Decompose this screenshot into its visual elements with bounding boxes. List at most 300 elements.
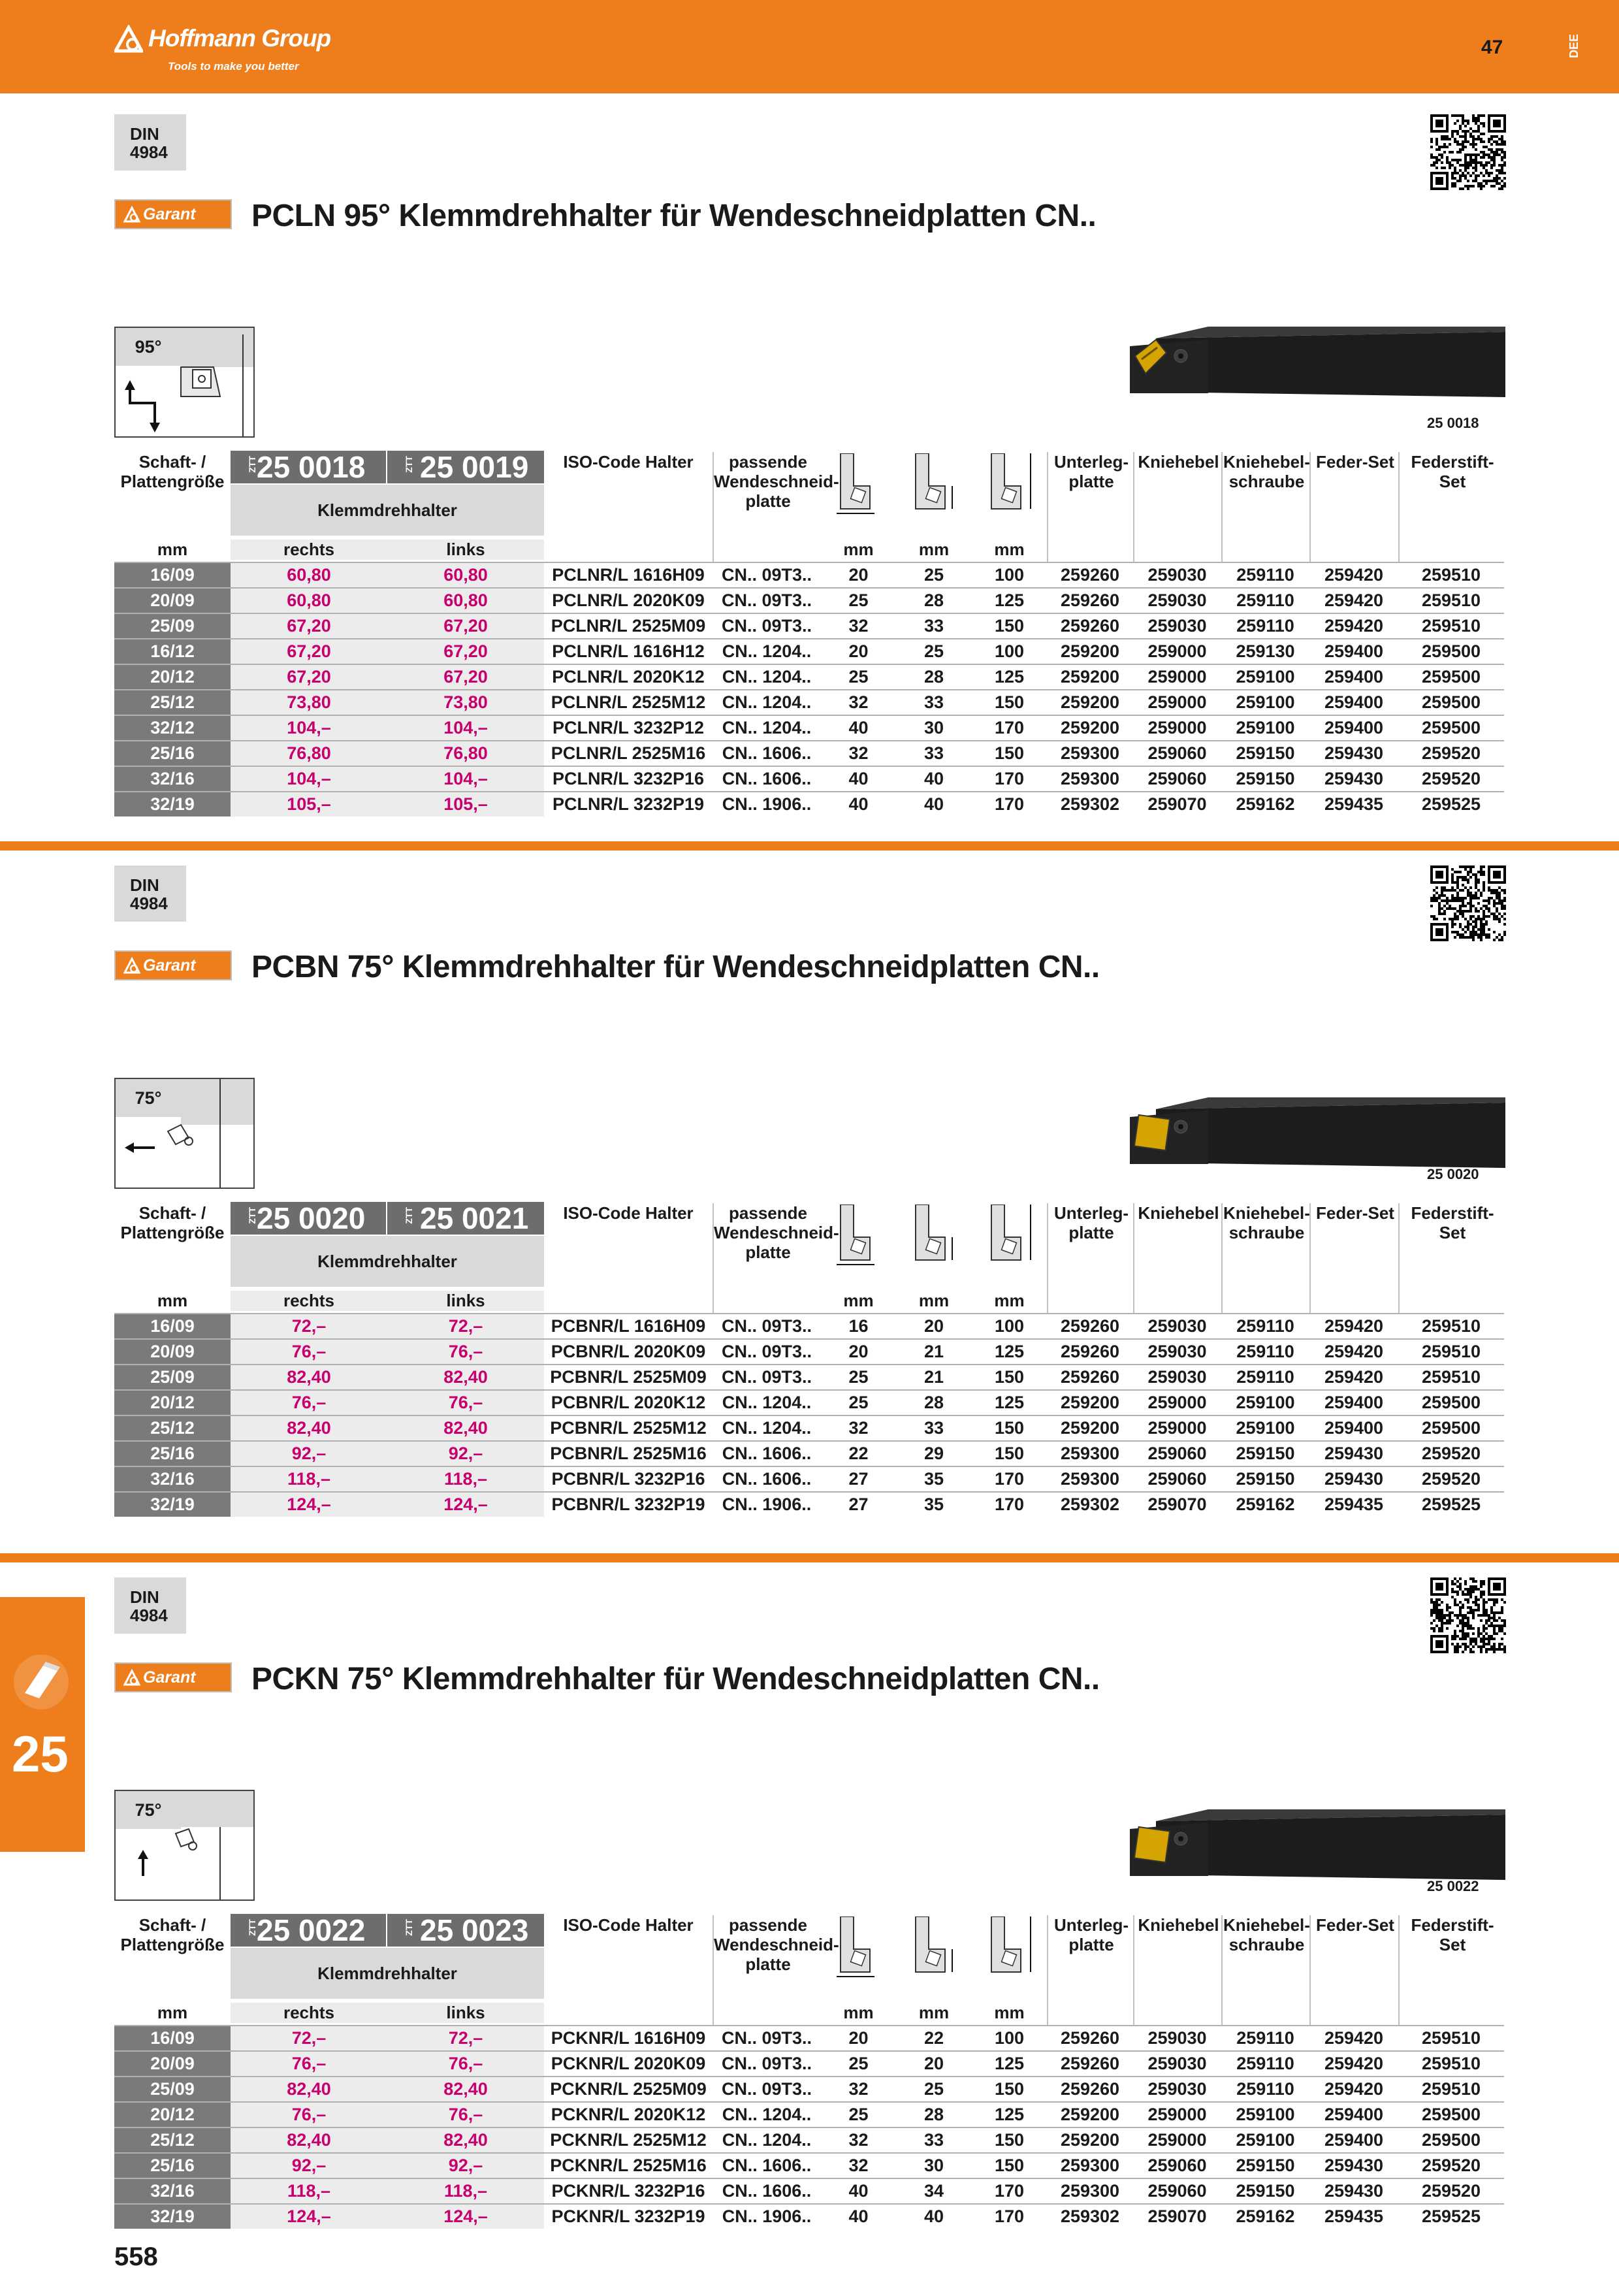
- pin-set-number: 259520: [1421, 2181, 1481, 2201]
- screw-number: 259150: [1236, 1469, 1295, 1489]
- table-row[interactable]: [114, 1415, 1504, 1440]
- holder-label-bar: [231, 1948, 544, 1999]
- qr-code[interactable]: [1430, 1577, 1506, 1653]
- qr-code[interactable]: [1430, 865, 1506, 941]
- table-row[interactable]: [114, 791, 1504, 817]
- shank-size: 20/12: [114, 2103, 231, 2127]
- screw-number: 259100: [1236, 2130, 1295, 2150]
- article-right-number: 25 0022: [257, 1913, 366, 1947]
- dim-1: 40: [848, 794, 869, 814]
- shim-number: 259302: [1060, 1495, 1120, 1514]
- spring-set-number: 259420: [1324, 565, 1384, 585]
- price-right: 76,–: [231, 2103, 387, 2127]
- article-left-number: 25 0019: [420, 450, 529, 484]
- col-holder-label: Klemmdrehhalter: [317, 1964, 457, 1983]
- unit-row: [114, 537, 1504, 562]
- lever-number: 259030: [1147, 1316, 1207, 1336]
- pin-set-number: 259525: [1421, 794, 1481, 814]
- col-article-left: [387, 451, 544, 483]
- lever-number: 259060: [1147, 2181, 1207, 2201]
- spring-set-number: 259430: [1324, 1469, 1384, 1489]
- unit-mm: mm: [843, 1291, 874, 1310]
- screw-number: 259110: [1236, 590, 1294, 610]
- insert-code: CN.. 09T3..: [721, 2054, 812, 2073]
- lever-number: 259070: [1147, 794, 1207, 814]
- price-left: 82,40: [387, 2077, 544, 2101]
- dim-1: 40: [848, 718, 869, 737]
- iso-code: PCKNR/L 2525M09: [550, 2079, 707, 2099]
- table-row[interactable]: [114, 2076, 1504, 2101]
- shim-number: 259260: [1060, 2028, 1120, 2048]
- price-left: 67,20: [387, 665, 544, 689]
- spring-set-number: 259430: [1324, 1444, 1384, 1463]
- col-lever-label: Kniehebel: [1133, 1203, 1223, 1314]
- tool-number: 25 0018: [1427, 415, 1479, 431]
- dim-1: 22: [848, 1444, 869, 1463]
- pin-set-number: 259520: [1421, 1444, 1481, 1463]
- dimension-3-icon: [985, 453, 1037, 528]
- shank-size: 20/09: [114, 1340, 231, 1364]
- iso-code: PCBNR/L 2525M16: [550, 1444, 707, 1463]
- dim-1: 32: [848, 2130, 869, 2150]
- unit-right: rechts: [231, 540, 387, 560]
- shim-number: 259200: [1060, 2105, 1120, 2124]
- price-right: 67,20: [231, 665, 387, 689]
- lever-number: 259070: [1147, 1495, 1207, 1514]
- dim-2: 25: [923, 2079, 944, 2099]
- qr-code[interactable]: [1430, 114, 1506, 190]
- dim-3: 170: [994, 794, 1025, 814]
- dim-3: 170: [994, 2181, 1025, 2201]
- spring-set-number: 259435: [1324, 794, 1384, 814]
- price-left: 67,20: [387, 614, 544, 638]
- dim-3: 170: [994, 1469, 1025, 1489]
- pin-set-number: 259510: [1421, 565, 1481, 585]
- unit-left: links: [387, 1291, 544, 1311]
- table-row[interactable]: [114, 715, 1504, 740]
- price-right: 82,40: [231, 1365, 387, 1389]
- pin-set-number: 259500: [1421, 692, 1481, 712]
- price-left: 76,–: [387, 2103, 544, 2127]
- price-left: 124,–: [387, 1493, 544, 1517]
- dim-3: 100: [994, 1316, 1025, 1336]
- dim-3: 150: [994, 1418, 1025, 1438]
- lever-number: 259000: [1147, 641, 1207, 661]
- lever-number: 259060: [1147, 1444, 1207, 1463]
- shank-size: 32/19: [114, 1493, 231, 1517]
- unit-right: rechts: [231, 2003, 387, 2023]
- table-row[interactable]: [114, 562, 1504, 587]
- screw-number: 259150: [1236, 769, 1295, 788]
- insert-code: CN.. 09T3..: [721, 590, 812, 610]
- shim-number: 259300: [1060, 743, 1120, 763]
- dim-2: 40: [923, 2207, 944, 2226]
- table-row[interactable]: [114, 689, 1504, 715]
- table-row[interactable]: [114, 1389, 1504, 1415]
- spring-set-number: 259420: [1324, 1367, 1384, 1387]
- price-left: 105,–: [387, 792, 544, 817]
- insert-code: CN.. 1606..: [722, 769, 812, 788]
- dim-1: 32: [848, 2156, 869, 2175]
- section-divider: [0, 1553, 1619, 1562]
- table-row[interactable]: [114, 1491, 1504, 1517]
- angle-diagram: [114, 1790, 255, 1901]
- iso-code: PCLNR/L 1616H09: [552, 565, 705, 585]
- din-number: 4984: [130, 894, 168, 913]
- dimension-3-icon: [985, 1205, 1037, 1280]
- shim-number: 259300: [1060, 769, 1120, 788]
- dim-3: 150: [994, 692, 1025, 712]
- shank-size: 25/12: [114, 1416, 231, 1440]
- col-article-left: [387, 1202, 544, 1235]
- shank-size: 32/12: [114, 716, 231, 740]
- price-right: 73,80: [231, 690, 387, 715]
- turning-insert-icon: [12, 1653, 71, 1711]
- article-left-number: 25 0021: [420, 1201, 529, 1235]
- insert-code: CN.. 09T3..: [721, 2079, 812, 2099]
- dim-3: 125: [994, 667, 1025, 687]
- price-left: 73,80: [387, 690, 544, 715]
- section-title: PCKN 75° Klemmdrehhalter für Wendeschneidplatten CN..: [251, 1662, 1100, 1696]
- hoffmann-logo[interactable]: [114, 20, 389, 78]
- screw-number: 259110: [1236, 2054, 1294, 2073]
- dim-3: 150: [994, 1367, 1025, 1387]
- unit-left: links: [387, 2003, 544, 2023]
- section-title: PCLN 95° Klemmdrehhalter für Wendeschneidplatten CN..: [251, 199, 1097, 233]
- dim-1: 25: [848, 2054, 869, 2073]
- col-article-right: [231, 1914, 386, 1947]
- shank-size: 20/09: [114, 2052, 231, 2076]
- col-insert-label: passende Wendeschneid- platte: [713, 452, 822, 563]
- price-right: 67,20: [231, 639, 387, 664]
- spring-set-number: 259400: [1324, 667, 1384, 687]
- article-right-number: 25 0020: [257, 1201, 366, 1235]
- dim-1: 40: [848, 769, 869, 788]
- tool-holder-image: [1130, 320, 1505, 405]
- spring-set-number: 259430: [1324, 743, 1384, 763]
- dim-3: 100: [994, 641, 1025, 661]
- table-row[interactable]: [114, 587, 1504, 613]
- shank-size: 16/09: [114, 563, 231, 587]
- angle-label: 75°: [116, 1079, 181, 1117]
- col-article-right: [231, 1202, 386, 1235]
- shank-size: 20/12: [114, 1391, 231, 1415]
- garant-brand: Garant: [143, 205, 196, 223]
- spring-set-number: 259400: [1324, 641, 1384, 661]
- insert-code: CN.. 1606..: [722, 1444, 812, 1463]
- lever-number: 259000: [1147, 2105, 1207, 2124]
- product-section: [0, 114, 1619, 833]
- pin-set-number: 259520: [1421, 2156, 1481, 2175]
- col-screw-label: Kniehebel- schraube: [1221, 452, 1311, 563]
- shim-number: 259260: [1060, 565, 1120, 585]
- pin-set-number: 259500: [1421, 1418, 1481, 1438]
- price-right: 60,80: [231, 563, 387, 587]
- garant-brand: Garant: [143, 1668, 196, 1687]
- insert-code: CN.. 1606..: [722, 2156, 812, 2175]
- iso-code: PCKNR/L 3232P19: [551, 2207, 705, 2226]
- dim-2: 40: [923, 769, 944, 788]
- dim-3: 150: [994, 1444, 1025, 1463]
- iso-code: PCLNR/L 2525M16: [551, 743, 706, 763]
- insert-code: CN.. 09T3..: [721, 1316, 812, 1336]
- iso-code: PCKNR/L 2525M12: [550, 2130, 707, 2150]
- dim-1: 25: [848, 1393, 869, 1412]
- garant-badge[interactable]: [114, 199, 232, 229]
- table-row[interactable]: [114, 2101, 1504, 2127]
- lever-number: 259030: [1147, 2054, 1207, 2073]
- dim-3: 170: [994, 1495, 1025, 1514]
- dim-1: 20: [848, 2028, 869, 2048]
- shank-size: 32/16: [114, 1467, 231, 1491]
- unit-mm: mm: [157, 540, 188, 559]
- angle-sketch-icon: [116, 328, 253, 440]
- price-left: 76,80: [387, 741, 544, 766]
- dim-2: 40: [923, 794, 944, 814]
- iso-code: PCKNR/L 2525M16: [550, 2156, 707, 2175]
- screw-number: 259162: [1236, 2207, 1295, 2226]
- shank-size: 32/16: [114, 2179, 231, 2203]
- price-left: 60,80: [387, 563, 544, 587]
- dim-1: 25: [848, 590, 869, 610]
- tool-number: 25 0022: [1427, 1878, 1479, 1894]
- product-section: [0, 865, 1619, 1584]
- screw-number: 259150: [1236, 1444, 1295, 1463]
- lever-number: 259000: [1147, 1418, 1207, 1438]
- dimension-1-icon: [834, 453, 886, 528]
- price-right: 118,–: [231, 2179, 387, 2203]
- price-right: 104,–: [231, 716, 387, 740]
- lever-number: 259060: [1147, 743, 1207, 763]
- col-shim-label: Unterleg- platte: [1047, 452, 1134, 563]
- angle-sketch-icon: [116, 1079, 253, 1191]
- brand-name: Hoffmann Group: [148, 25, 331, 52]
- tool-number: 25 0020: [1427, 1166, 1479, 1182]
- insert-code: CN.. 1906..: [722, 2207, 812, 2226]
- col-lever-label: Kniehebel: [1133, 452, 1223, 563]
- insert-code: CN.. 1606..: [722, 1469, 812, 1489]
- lever-number: 259000: [1147, 2130, 1207, 2150]
- ztt-label: ZTT: [404, 1919, 414, 1936]
- unit-mm: mm: [918, 2003, 950, 2022]
- lever-number: 259030: [1147, 616, 1207, 636]
- table-row[interactable]: [114, 1440, 1504, 1466]
- screw-number: 259110: [1236, 1367, 1294, 1387]
- dim-1: 32: [848, 616, 869, 636]
- dim-2: 34: [923, 2181, 944, 2201]
- col-lever-label: Kniehebel: [1133, 1915, 1223, 2026]
- shank-size: 25/16: [114, 741, 231, 766]
- table-row[interactable]: [114, 2127, 1504, 2152]
- price-right: 76,–: [231, 2052, 387, 2076]
- pin-set-number: 259500: [1421, 1393, 1481, 1412]
- table-row[interactable]: [114, 1364, 1504, 1389]
- dim-3: 125: [994, 2105, 1025, 2124]
- dimension-2-icon: [909, 453, 961, 528]
- price-right: 124,–: [231, 1493, 387, 1517]
- col-spring-label: Feder-Set: [1309, 452, 1400, 563]
- pin-set-number: 259500: [1421, 2130, 1481, 2150]
- col-insert-label: passende Wendeschneid- platte: [713, 1915, 822, 2026]
- table-row[interactable]: [114, 766, 1504, 791]
- dim-3: 150: [994, 2156, 1025, 2175]
- table-row[interactable]: [114, 2152, 1504, 2178]
- price-right: 104,–: [231, 767, 387, 791]
- shim-number: 259260: [1060, 1367, 1120, 1387]
- table-row[interactable]: [114, 740, 1504, 766]
- price-right: 124,–: [231, 2205, 387, 2229]
- insert-code: CN.. 1606..: [722, 2181, 812, 2201]
- insert-code: CN.. 1204..: [722, 1418, 812, 1438]
- col-pin-label: Federstift-Set: [1398, 1915, 1505, 2026]
- spring-set-number: 259420: [1324, 1316, 1384, 1336]
- garant-badge[interactable]: [114, 950, 232, 980]
- spring-set-number: 259420: [1324, 616, 1384, 636]
- unit-mm: mm: [157, 1291, 188, 1310]
- dim-3: 170: [994, 2207, 1025, 2226]
- screw-number: 259100: [1236, 692, 1295, 712]
- insert-code: CN.. 1204..: [722, 1393, 812, 1412]
- insert-code: CN.. 1204..: [722, 2105, 812, 2124]
- shim-number: 259200: [1060, 667, 1120, 687]
- dim-3: 170: [994, 769, 1025, 788]
- price-right: 118,–: [231, 1467, 387, 1491]
- price-left: 76,–: [387, 1340, 544, 1364]
- shank-size: 25/09: [114, 614, 231, 638]
- product-section: [0, 1577, 1619, 2296]
- dim-2: 25: [923, 641, 944, 661]
- col-pin-label: Federstift-Set: [1398, 452, 1505, 563]
- table-row[interactable]: [114, 613, 1504, 638]
- pin-set-number: 259500: [1421, 718, 1481, 737]
- dimension-1-icon: [834, 1205, 886, 1280]
- dim-3: 150: [994, 2130, 1025, 2150]
- screw-number: 259110: [1236, 565, 1294, 585]
- pin-set-number: 259510: [1421, 2028, 1481, 2048]
- insert-code: CN.. 1204..: [722, 718, 812, 737]
- table-row[interactable]: [114, 664, 1504, 689]
- table-row[interactable]: [114, 1466, 1504, 1491]
- dim-2: 35: [923, 1469, 944, 1489]
- pin-set-number: 259510: [1421, 1342, 1481, 1361]
- col-shank-label: Schaft- / Plattengröße: [120, 1915, 225, 1954]
- insert-code: CN.. 1204..: [722, 692, 812, 712]
- page-number-top: 47: [1481, 37, 1503, 58]
- price-left: 118,–: [387, 2179, 544, 2203]
- col-holder-label: Klemmdrehhalter: [317, 1252, 457, 1271]
- spring-set-number: 259400: [1324, 692, 1384, 712]
- dim-2: 30: [923, 718, 944, 737]
- col-spring-label: Feder-Set: [1309, 1915, 1400, 2026]
- dim-3: 170: [994, 718, 1025, 737]
- shim-number: 259302: [1060, 2207, 1120, 2226]
- iso-code: PCKNR/L 2020K09: [551, 2054, 706, 2073]
- dim-1: 32: [848, 743, 869, 763]
- table-row[interactable]: [114, 1313, 1504, 1338]
- price-right: 72,–: [231, 1314, 387, 1338]
- table-row[interactable]: [114, 638, 1504, 664]
- spring-set-number: 259400: [1324, 718, 1384, 737]
- dim-2: 28: [923, 590, 944, 610]
- spring-set-number: 259400: [1324, 1393, 1384, 1412]
- unit-mm: mm: [918, 540, 950, 559]
- shank-size: 16/09: [114, 1314, 231, 1338]
- pin-set-number: 259525: [1421, 1495, 1481, 1514]
- spring-set-number: 259400: [1324, 2130, 1384, 2150]
- screw-number: 259110: [1236, 2079, 1294, 2099]
- din-number: 4984: [130, 1606, 168, 1625]
- dim-3: 150: [994, 743, 1025, 763]
- dim-2: 29: [923, 1444, 944, 1463]
- dim-1: 40: [848, 2181, 869, 2201]
- price-left: 104,–: [387, 716, 544, 740]
- spring-set-number: 259400: [1324, 1418, 1384, 1438]
- table-row[interactable]: [114, 2178, 1504, 2203]
- col-iso-label: ISO-Code Halter: [563, 1915, 694, 1935]
- table-row[interactable]: [114, 1338, 1504, 1364]
- insert-code: CN.. 1606..: [722, 743, 812, 763]
- screw-number: 259100: [1236, 1393, 1295, 1412]
- lever-number: 259060: [1147, 1469, 1207, 1489]
- col-screw-label: Kniehebel- schraube: [1221, 1203, 1311, 1314]
- insert-code: CN.. 1204..: [722, 641, 812, 661]
- price-right: 76,–: [231, 1391, 387, 1415]
- iso-code: PCBNR/L 2525M09: [550, 1367, 707, 1387]
- din-badge: [114, 114, 186, 170]
- shank-size: 25/09: [114, 1365, 231, 1389]
- spring-set-number: 259435: [1324, 1495, 1384, 1514]
- shim-number: 259260: [1060, 2079, 1120, 2099]
- spring-set-number: 259420: [1324, 1342, 1384, 1361]
- garant-logo-icon: [123, 1667, 140, 1684]
- dimension-2-icon: [909, 1205, 961, 1280]
- garant-badge[interactable]: [114, 1662, 232, 1692]
- col-shank-label: Schaft- / Plattengröße: [120, 452, 225, 491]
- price-left: 72,–: [387, 1314, 544, 1338]
- spring-set-number: 259420: [1324, 2054, 1384, 2073]
- dim-2: 35: [923, 1495, 944, 1514]
- unit-row: [114, 2000, 1504, 2025]
- dim-2: 22: [923, 2028, 944, 2048]
- table-row[interactable]: [114, 2050, 1504, 2076]
- din-label: DIN: [130, 875, 159, 895]
- shank-size: 16/12: [114, 639, 231, 664]
- pin-set-number: 259500: [1421, 641, 1481, 661]
- iso-code: PCBNR/L 1616H09: [551, 1316, 706, 1336]
- col-pin-label: Federstift-Set: [1398, 1203, 1505, 1314]
- price-right: 60,80: [231, 589, 387, 613]
- screw-number: 259150: [1236, 743, 1295, 763]
- article-right-number: 25 0018: [257, 450, 366, 484]
- unit-row: [114, 1288, 1504, 1313]
- table-row[interactable]: [114, 2203, 1504, 2229]
- price-right: 105,–: [231, 792, 387, 817]
- table-row[interactable]: [114, 2025, 1504, 2050]
- shim-number: 259300: [1060, 2181, 1120, 2201]
- iso-code: PCKNR/L 3232P16: [551, 2181, 705, 2201]
- hoffmann-logo-icon: [114, 25, 143, 54]
- lever-number: 259060: [1147, 769, 1207, 788]
- lever-number: 259000: [1147, 692, 1207, 712]
- dim-2: 25: [923, 565, 944, 585]
- holder-label-bar: [231, 1236, 544, 1287]
- dim-1: 25: [848, 2105, 869, 2124]
- lever-number: 259000: [1147, 718, 1207, 737]
- insert-code: CN.. 09T3..: [721, 565, 812, 585]
- unit-mm: mm: [994, 2003, 1025, 2022]
- dim-2: 21: [923, 1367, 944, 1387]
- dim-2: 33: [923, 692, 944, 712]
